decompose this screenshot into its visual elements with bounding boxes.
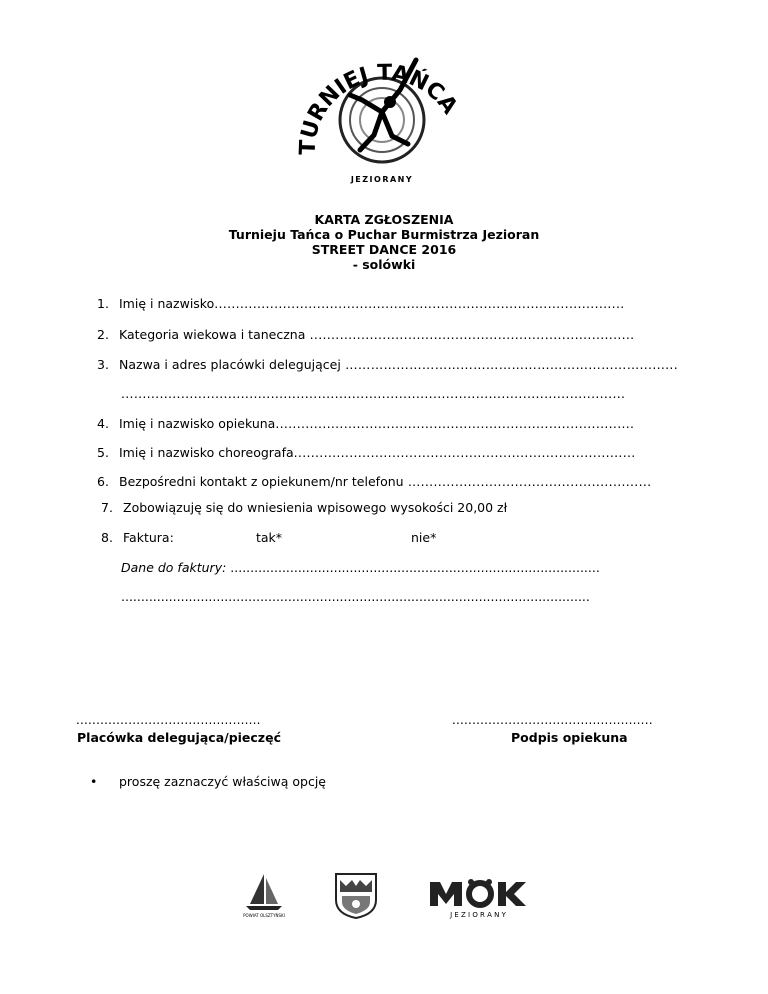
form-item-4[interactable]: 4. Imię i nazwisko opiekuna....................................................................................	[97, 416, 635, 431]
invoice-data-row[interactable]: Dane do faktury: .............................................................................................	[121, 560, 600, 575]
form-item-7: 7. Zobowiązuję się do wniesienia wpisowego wysokości 20,00 zł	[101, 500, 508, 515]
heading-title: KARTA ZGŁOSZENIA	[314, 212, 454, 227]
form-heading	[0, 212, 768, 272]
faktura-option-yes[interactable]: tak*	[256, 530, 283, 545]
mok-logo	[426, 872, 546, 920]
powiat-text: POWIAT OLSZTYŃSKI	[243, 913, 285, 918]
faktura-option-no[interactable]: nie*	[411, 530, 437, 545]
heading-subtitle: Turnieju Tańca o Puchar Burmistrza Jezioran	[228, 227, 540, 242]
dancer-logo-icon	[290, 40, 475, 190]
powiat-logo	[240, 870, 288, 920]
tournament-logo	[290, 40, 475, 190]
guardian-signature-label: Podpis opiekuna	[511, 730, 628, 745]
sailboat-icon	[240, 870, 288, 920]
invoice-data-row-2[interactable]: ......................................................................................................................	[121, 589, 590, 604]
form-item-5[interactable]: 5. Imię i nazwisko choreografa................................................................................	[97, 445, 636, 460]
bullet-icon: •	[90, 774, 98, 789]
form-item-2[interactable]: 2. Kategoria wiekowa i taneczna ............................................................................	[97, 327, 635, 342]
form-item-6[interactable]: 6. Bezpośredni kontakt z opiekunem/nr telefonu …......................................................	[97, 474, 652, 489]
guardian-signature-line[interactable]: ..................................................	[452, 713, 653, 727]
form-item-8: 8. Faktura:	[101, 530, 174, 545]
coat-of-arms-logo	[334, 872, 378, 920]
logo-sub-text: JEZIORANY	[350, 175, 414, 184]
stamp-signature-line[interactable]: ..............................................	[76, 713, 261, 727]
mok-text: J E Z I O R A N Y	[450, 911, 506, 919]
invoice-data-label: Dane do faktury:	[121, 560, 227, 575]
mok-logo-icon	[426, 872, 546, 920]
form-item-1[interactable]: 1. Imię i nazwisko................................................................................................	[97, 296, 625, 311]
heading-event: STREET DANCE 2016	[311, 242, 457, 257]
form-item-3-continuation[interactable]: ......................................................................................................................	[121, 386, 626, 401]
coat-of-arms-icon	[334, 872, 378, 920]
note-text: proszę zaznaczyć właściwą opcję	[119, 774, 326, 789]
stamp-label: Placówka delegująca/pieczęć	[77, 730, 281, 745]
form-item-3[interactable]: 3. Nazwa i adres placówki delegującej …………………………………………………………….........	[97, 357, 678, 372]
heading-category: - solówki	[352, 257, 416, 272]
logo-arc-text: TURNIEJ TAŃCA	[295, 60, 462, 156]
